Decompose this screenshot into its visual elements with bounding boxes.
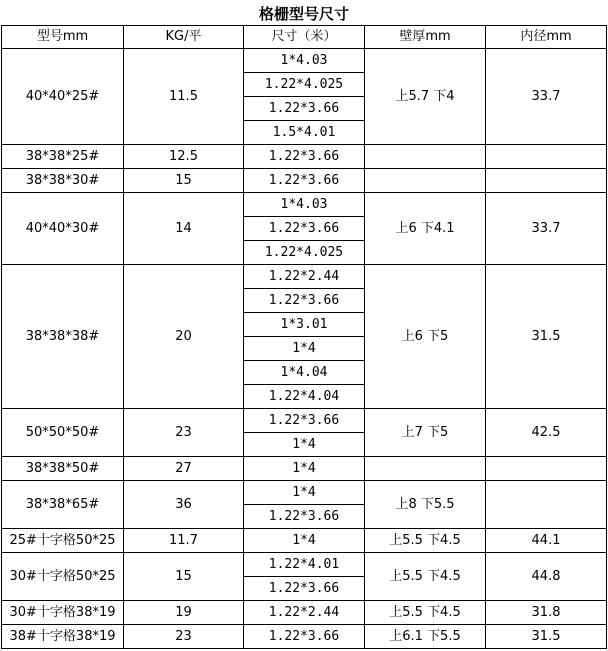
wall-thickness-cell [365,145,486,169]
model-cell: 38*38*38# [2,265,124,409]
wall-thickness-cell: 上6.1 下5.5 [365,625,486,649]
wall-thickness-cell: 上5.5 下4.5 [365,529,486,553]
table-title: 格栅型号尺寸 [2,3,607,26]
wall-thickness-cell: 上7 下5 [365,409,486,457]
inner-diameter-cell [486,481,607,529]
inner-diameter-cell [486,145,607,169]
table-row [2,145,607,169]
size-cell: 1*4.04 [244,361,365,385]
model-cell: 25#十字格50*25 [2,529,124,553]
header-size: 尺寸（米） [244,26,365,49]
size-cell: 1.22*3.66 [244,289,365,313]
table-row [2,265,607,289]
wall-thickness-cell [365,457,486,481]
size-cell: 1.22*3.66 [244,505,365,529]
table-row [2,553,607,577]
table-row [2,457,607,481]
size-cell: 1.22*4.01 [244,553,365,577]
weight-cell: 11.7 [124,529,244,553]
inner-diameter-cell: 31.8 [486,601,607,625]
wall-thickness-cell: 上8 下5.5 [365,481,486,529]
size-cell: 1.22*4.025 [244,241,365,265]
model-cell: 40*40*25# [2,49,124,145]
inner-diameter-cell: 44.8 [486,553,607,601]
table-row [2,601,607,625]
weight-cell: 19 [124,601,244,625]
wall-thickness-cell: 上5.7 下4 [365,49,486,145]
model-cell: 30#十字格50*25 [2,553,124,601]
inner-diameter-cell: 42.5 [486,409,607,457]
size-cell: 1*4.03 [244,193,365,217]
wall-thickness-cell: 上6 下4.1 [365,193,486,265]
inner-diameter-cell [486,457,607,481]
weight-cell: 15 [124,169,244,193]
model-cell: 38#十字格38*19 [2,625,124,649]
size-cell: 1*4 [244,457,365,481]
size-cell: 1.22*2.44 [244,265,365,289]
size-cell: 1.22*3.66 [244,577,365,601]
header-wall-thickness: 壁厚mm [365,26,486,49]
inner-diameter-cell [486,169,607,193]
inner-diameter-cell: 33.7 [486,49,607,145]
size-cell: 1.5*4.01 [244,121,365,145]
table-row [2,481,607,505]
model-cell: 38*38*25# [2,145,124,169]
size-cell: 1.22*4.025 [244,73,365,97]
size-cell: 1*4 [244,529,365,553]
table-row [2,49,607,73]
wall-thickness-cell: 上5.5 下4.5 [365,601,486,625]
header-model: 型号mm [2,26,124,49]
table-row [2,529,607,553]
weight-cell: 27 [124,457,244,481]
weight-cell: 12.5 [124,145,244,169]
size-cell: 1*4.03 [244,49,365,73]
grille-spec-table [1,3,607,649]
weight-cell: 20 [124,265,244,409]
inner-diameter-cell: 44.1 [486,529,607,553]
size-cell: 1.22*4.04 [244,385,365,409]
size-cell: 1.22*3.66 [244,97,365,121]
header-row [2,26,607,49]
inner-diameter-cell: 31.5 [486,625,607,649]
weight-cell: 11.5 [124,49,244,145]
table-row [2,625,607,649]
size-cell: 1.22*3.66 [244,169,365,193]
model-cell: 40*40*30# [2,193,124,265]
wall-thickness-cell: 上6 下5 [365,265,486,409]
model-cell: 38*38*65# [2,481,124,529]
size-cell: 1*3.01 [244,313,365,337]
weight-cell: 14 [124,193,244,265]
model-cell: 38*38*30# [2,169,124,193]
table-row [2,409,607,433]
table-row [2,169,607,193]
size-cell: 1.22*3.66 [244,409,365,433]
wall-thickness-cell: 上5.5 下4.5 [365,553,486,601]
weight-cell: 23 [124,409,244,457]
size-cell: 1.22*3.66 [244,625,365,649]
wall-thickness-cell [365,169,486,193]
inner-diameter-cell: 33.7 [486,193,607,265]
model-cell: 30#十字格38*19 [2,601,124,625]
weight-cell: 36 [124,481,244,529]
size-cell: 1.22*2.44 [244,601,365,625]
inner-diameter-cell: 31.5 [486,265,607,409]
header-weight: KG/平 [124,26,244,49]
size-cell: 1*4 [244,337,365,361]
weight-cell: 15 [124,553,244,601]
table-row [2,193,607,217]
model-cell: 50*50*50# [2,409,124,457]
size-cell: 1.22*3.66 [244,145,365,169]
size-cell: 1*4 [244,433,365,457]
header-inner-diameter: 内径mm [486,26,607,49]
size-cell: 1*4 [244,481,365,505]
size-cell: 1.22*3.66 [244,217,365,241]
weight-cell: 23 [124,625,244,649]
model-cell: 38*38*50# [2,457,124,481]
